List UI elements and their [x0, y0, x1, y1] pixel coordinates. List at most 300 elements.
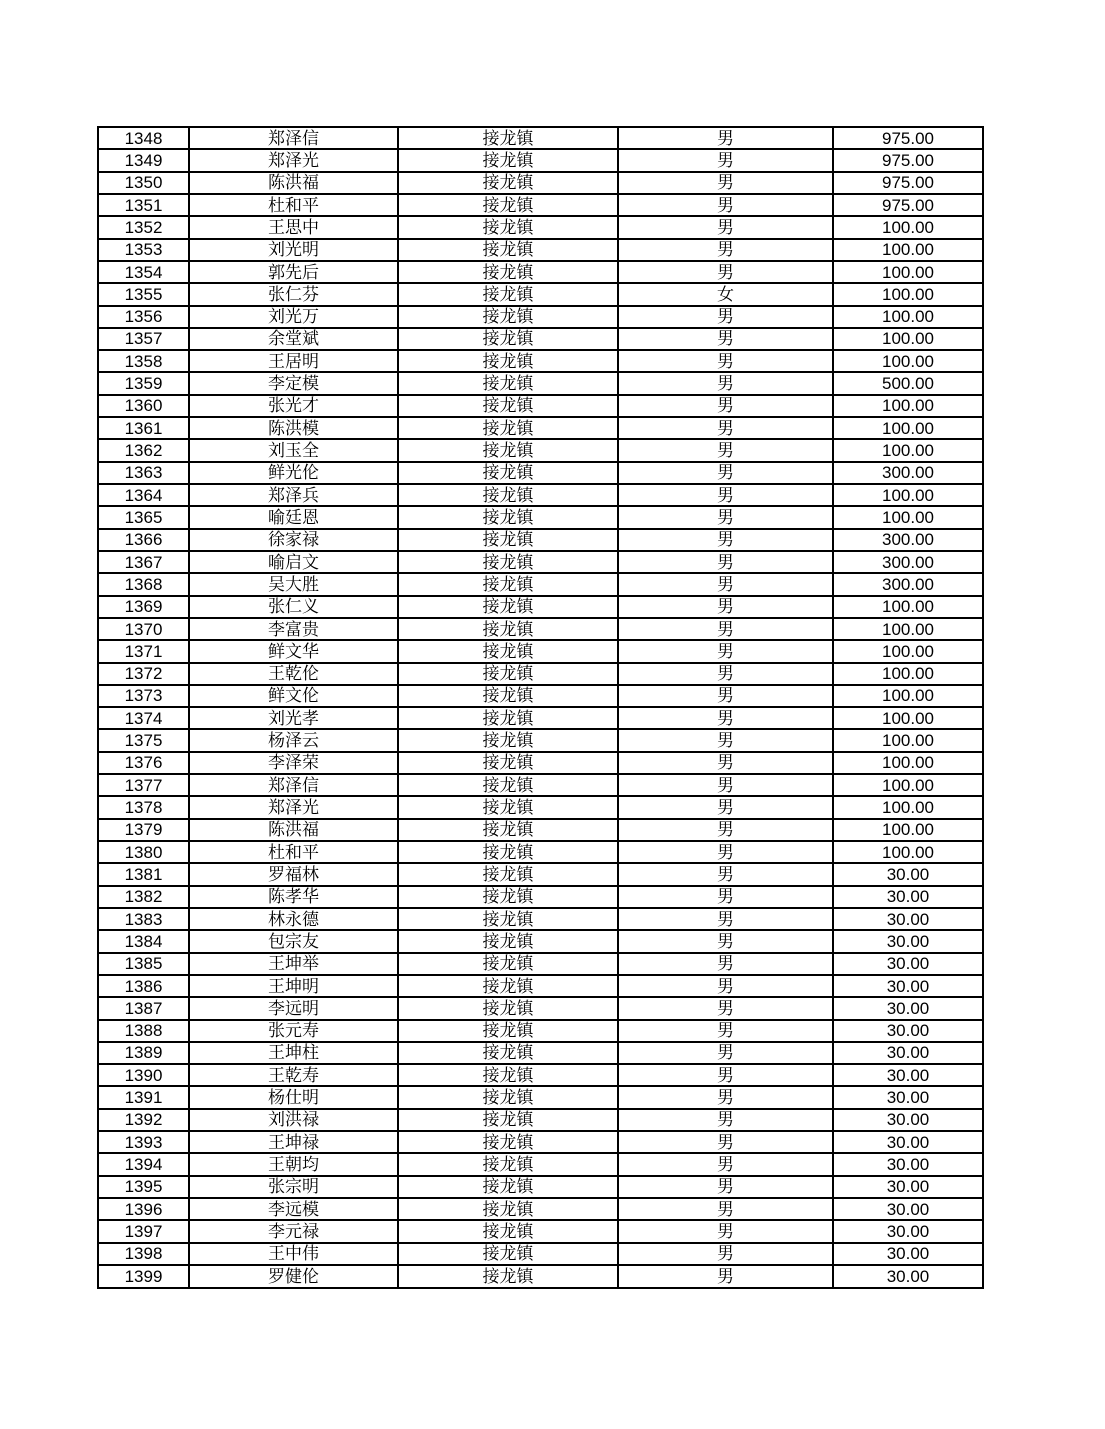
- cell-person-name: 王思中: [189, 216, 398, 238]
- cell-amount: 30.00: [833, 1109, 983, 1131]
- cell-gender: 男: [618, 1243, 833, 1265]
- cell-town: 接龙镇: [398, 953, 618, 975]
- cell-row-number: 1396: [98, 1198, 189, 1220]
- cell-amount: 100.00: [833, 685, 983, 707]
- table-row: [98, 194, 983, 216]
- cell-amount: 100.00: [833, 484, 983, 506]
- cell-row-number: 1368: [98, 573, 189, 595]
- cell-town: 接龙镇: [398, 395, 618, 417]
- cell-row-number: 1350: [98, 172, 189, 194]
- table-row: [98, 1086, 983, 1108]
- cell-gender: 男: [618, 1064, 833, 1086]
- table-row: [98, 149, 983, 171]
- cell-amount: 30.00: [833, 1086, 983, 1108]
- cell-amount: 30.00: [833, 1220, 983, 1242]
- cell-person-name: 林永德: [189, 908, 398, 930]
- cell-gender: 男: [618, 484, 833, 506]
- table-row: [98, 350, 983, 372]
- table-row: [98, 216, 983, 238]
- table-row: [98, 1220, 983, 1242]
- cell-person-name: 郑泽信: [189, 127, 398, 149]
- cell-row-number: 1354: [98, 261, 189, 283]
- cell-gender: 男: [618, 573, 833, 595]
- table-row: [98, 685, 983, 707]
- cell-town: 接龙镇: [398, 239, 618, 261]
- cell-gender: 男: [618, 529, 833, 551]
- cell-town: 接龙镇: [398, 551, 618, 573]
- table-row: [98, 261, 983, 283]
- cell-person-name: 刘光孝: [189, 707, 398, 729]
- cell-town: 接龙镇: [398, 439, 618, 461]
- cell-town: 接龙镇: [398, 886, 618, 908]
- cell-row-number: 1386: [98, 975, 189, 997]
- cell-row-number: 1358: [98, 350, 189, 372]
- cell-row-number: 1373: [98, 685, 189, 707]
- cell-gender: 男: [618, 127, 833, 149]
- table-row: [98, 306, 983, 328]
- cell-row-number: 1387: [98, 997, 189, 1019]
- cell-town: 接龙镇: [398, 1020, 618, 1042]
- cell-town: 接龙镇: [398, 261, 618, 283]
- cell-person-name: 杨仕明: [189, 1086, 398, 1108]
- table-row: [98, 841, 983, 863]
- cell-person-name: 王朝均: [189, 1153, 398, 1175]
- cell-amount: 975.00: [833, 127, 983, 149]
- cell-row-number: 1361: [98, 417, 189, 439]
- cell-person-name: 李定模: [189, 372, 398, 394]
- cell-amount: 975.00: [833, 172, 983, 194]
- cell-row-number: 1371: [98, 640, 189, 662]
- cell-town: 接龙镇: [398, 573, 618, 595]
- cell-amount: 30.00: [833, 975, 983, 997]
- table-row: [98, 551, 983, 573]
- cell-town: 接龙镇: [398, 216, 618, 238]
- cell-town: 接龙镇: [398, 908, 618, 930]
- table-row: [98, 417, 983, 439]
- cell-amount: 100.00: [833, 663, 983, 685]
- table-row: [98, 640, 983, 662]
- cell-row-number: 1362: [98, 439, 189, 461]
- cell-person-name: 李远明: [189, 997, 398, 1019]
- cell-row-number: 1372: [98, 663, 189, 685]
- table-row: [98, 863, 983, 885]
- cell-person-name: 喻廷恩: [189, 506, 398, 528]
- cell-gender: 男: [618, 819, 833, 841]
- cell-person-name: 郑泽兵: [189, 484, 398, 506]
- cell-person-name: 王乾寿: [189, 1064, 398, 1086]
- cell-person-name: 李元禄: [189, 1220, 398, 1242]
- cell-town: 接龙镇: [398, 1064, 618, 1086]
- cell-gender: 男: [618, 1020, 833, 1042]
- cell-gender: 男: [618, 172, 833, 194]
- cell-row-number: 1397: [98, 1220, 189, 1242]
- cell-row-number: 1379: [98, 819, 189, 841]
- cell-amount: 30.00: [833, 930, 983, 952]
- table-row: [98, 1020, 983, 1042]
- table-row: [98, 484, 983, 506]
- cell-row-number: 1367: [98, 551, 189, 573]
- cell-amount: 30.00: [833, 863, 983, 885]
- cell-row-number: 1355: [98, 283, 189, 305]
- table-row: [98, 1042, 983, 1064]
- cell-person-name: 刘洪禄: [189, 1109, 398, 1131]
- cell-gender: 男: [618, 350, 833, 372]
- roster-table-body: [98, 127, 983, 1288]
- cell-person-name: 鲜文伦: [189, 685, 398, 707]
- cell-person-name: 鲜文华: [189, 640, 398, 662]
- table-row: [98, 1198, 983, 1220]
- roster-table: [97, 126, 984, 1289]
- cell-row-number: 1374: [98, 707, 189, 729]
- cell-town: 接龙镇: [398, 975, 618, 997]
- cell-town: 接龙镇: [398, 930, 618, 952]
- cell-gender: 男: [618, 886, 833, 908]
- cell-town: 接龙镇: [398, 997, 618, 1019]
- cell-person-name: 李泽荣: [189, 752, 398, 774]
- table-row: [98, 172, 983, 194]
- cell-town: 接龙镇: [398, 1198, 618, 1220]
- cell-amount: 100.00: [833, 306, 983, 328]
- cell-gender: 男: [618, 1176, 833, 1198]
- cell-town: 接龙镇: [398, 484, 618, 506]
- table-row: [98, 1265, 983, 1288]
- cell-gender: 男: [618, 261, 833, 283]
- cell-row-number: 1375: [98, 729, 189, 751]
- cell-amount: 100.00: [833, 506, 983, 528]
- cell-amount: 100.00: [833, 239, 983, 261]
- cell-amount: 100.00: [833, 350, 983, 372]
- cell-person-name: 包宗友: [189, 930, 398, 952]
- cell-gender: 男: [618, 239, 833, 261]
- cell-town: 接龙镇: [398, 529, 618, 551]
- cell-row-number: 1383: [98, 908, 189, 930]
- table-row: [98, 819, 983, 841]
- cell-gender: 男: [618, 216, 833, 238]
- cell-town: 接龙镇: [398, 819, 618, 841]
- cell-amount: 100.00: [833, 707, 983, 729]
- cell-gender: 男: [618, 395, 833, 417]
- cell-gender: 男: [618, 1042, 833, 1064]
- cell-row-number: 1380: [98, 841, 189, 863]
- cell-row-number: 1388: [98, 1020, 189, 1042]
- cell-gender: 男: [618, 1153, 833, 1175]
- cell-town: 接龙镇: [398, 149, 618, 171]
- cell-person-name: 陈洪福: [189, 819, 398, 841]
- cell-gender: 男: [618, 1198, 833, 1220]
- table-row: [98, 975, 983, 997]
- table-row: [98, 796, 983, 818]
- table-row: [98, 1153, 983, 1175]
- cell-gender: 男: [618, 417, 833, 439]
- cell-amount: 30.00: [833, 1198, 983, 1220]
- table-row: [98, 663, 983, 685]
- cell-gender: 男: [618, 997, 833, 1019]
- cell-person-name: 杜和平: [189, 194, 398, 216]
- cell-person-name: 杨泽云: [189, 729, 398, 751]
- cell-gender: 男: [618, 372, 833, 394]
- cell-amount: 300.00: [833, 573, 983, 595]
- cell-town: 接龙镇: [398, 1086, 618, 1108]
- cell-row-number: 1360: [98, 395, 189, 417]
- cell-gender: 男: [618, 752, 833, 774]
- cell-amount: 500.00: [833, 372, 983, 394]
- cell-person-name: 郑泽光: [189, 796, 398, 818]
- cell-town: 接龙镇: [398, 1265, 618, 1288]
- cell-person-name: 王中伟: [189, 1243, 398, 1265]
- table-row: [98, 1109, 983, 1131]
- cell-gender: 男: [618, 618, 833, 640]
- table-row: [98, 372, 983, 394]
- table-row: [98, 1243, 983, 1265]
- cell-row-number: 1393: [98, 1131, 189, 1153]
- cell-person-name: 王坤举: [189, 953, 398, 975]
- cell-gender: 男: [618, 596, 833, 618]
- cell-town: 接龙镇: [398, 685, 618, 707]
- cell-gender: 男: [618, 149, 833, 171]
- cell-gender: 男: [618, 551, 833, 573]
- cell-person-name: 王坤禄: [189, 1131, 398, 1153]
- cell-row-number: 1352: [98, 216, 189, 238]
- cell-row-number: 1391: [98, 1086, 189, 1108]
- cell-person-name: 张仁义: [189, 596, 398, 618]
- cell-amount: 30.00: [833, 1064, 983, 1086]
- cell-person-name: 张元寿: [189, 1020, 398, 1042]
- cell-town: 接龙镇: [398, 774, 618, 796]
- cell-town: 接龙镇: [398, 1109, 618, 1131]
- cell-amount: 30.00: [833, 1153, 983, 1175]
- cell-amount: 100.00: [833, 841, 983, 863]
- cell-amount: 30.00: [833, 1042, 983, 1064]
- cell-town: 接龙镇: [398, 618, 618, 640]
- cell-person-name: 王坤明: [189, 975, 398, 997]
- cell-person-name: 罗健伦: [189, 1265, 398, 1288]
- cell-amount: 100.00: [833, 774, 983, 796]
- table-row: [98, 618, 983, 640]
- cell-person-name: 鲜光伦: [189, 462, 398, 484]
- cell-gender: 男: [618, 863, 833, 885]
- cell-row-number: 1398: [98, 1243, 189, 1265]
- cell-row-number: 1349: [98, 149, 189, 171]
- cell-amount: 100.00: [833, 417, 983, 439]
- cell-person-name: 郭先后: [189, 261, 398, 283]
- cell-gender: 男: [618, 439, 833, 461]
- cell-gender: 男: [618, 1220, 833, 1242]
- table-row: [98, 930, 983, 952]
- cell-gender: 男: [618, 908, 833, 930]
- cell-row-number: 1356: [98, 306, 189, 328]
- cell-person-name: 刘玉全: [189, 439, 398, 461]
- cell-town: 接龙镇: [398, 462, 618, 484]
- cell-gender: 男: [618, 796, 833, 818]
- cell-person-name: 刘光明: [189, 239, 398, 261]
- cell-row-number: 1377: [98, 774, 189, 796]
- cell-gender: 女: [618, 283, 833, 305]
- cell-town: 接龙镇: [398, 350, 618, 372]
- table-row: [98, 239, 983, 261]
- cell-gender: 男: [618, 640, 833, 662]
- cell-gender: 男: [618, 1265, 833, 1288]
- cell-amount: 100.00: [833, 283, 983, 305]
- cell-gender: 男: [618, 729, 833, 751]
- cell-amount: 30.00: [833, 1020, 983, 1042]
- cell-row-number: 1353: [98, 239, 189, 261]
- cell-gender: 男: [618, 328, 833, 350]
- cell-amount: 30.00: [833, 1265, 983, 1288]
- table-row: [98, 752, 983, 774]
- cell-town: 接龙镇: [398, 417, 618, 439]
- cell-person-name: 王乾伦: [189, 663, 398, 685]
- cell-amount: 100.00: [833, 819, 983, 841]
- cell-amount: 30.00: [833, 997, 983, 1019]
- cell-gender: 男: [618, 194, 833, 216]
- table-row: [98, 908, 983, 930]
- cell-person-name: 陈孝华: [189, 886, 398, 908]
- cell-row-number: 1364: [98, 484, 189, 506]
- cell-amount: 975.00: [833, 194, 983, 216]
- cell-person-name: 余堂斌: [189, 328, 398, 350]
- cell-town: 接龙镇: [398, 1243, 618, 1265]
- table-row: [98, 328, 983, 350]
- cell-row-number: 1390: [98, 1064, 189, 1086]
- cell-amount: 30.00: [833, 953, 983, 975]
- table-row: [98, 886, 983, 908]
- cell-town: 接龙镇: [398, 1220, 618, 1242]
- cell-gender: 男: [618, 953, 833, 975]
- cell-row-number: 1363: [98, 462, 189, 484]
- cell-row-number: 1376: [98, 752, 189, 774]
- cell-amount: 30.00: [833, 1176, 983, 1198]
- cell-amount: 30.00: [833, 1243, 983, 1265]
- cell-amount: 100.00: [833, 796, 983, 818]
- cell-row-number: 1392: [98, 1109, 189, 1131]
- cell-person-name: 杜和平: [189, 841, 398, 863]
- cell-amount: 300.00: [833, 551, 983, 573]
- cell-row-number: 1348: [98, 127, 189, 149]
- cell-person-name: 徐家禄: [189, 529, 398, 551]
- table-row: [98, 506, 983, 528]
- cell-town: 接龙镇: [398, 127, 618, 149]
- table-row: [98, 774, 983, 796]
- cell-row-number: 1394: [98, 1153, 189, 1175]
- cell-amount: 975.00: [833, 149, 983, 171]
- cell-town: 接龙镇: [398, 1153, 618, 1175]
- cell-town: 接龙镇: [398, 283, 618, 305]
- cell-gender: 男: [618, 930, 833, 952]
- cell-amount: 100.00: [833, 729, 983, 751]
- table-row: [98, 462, 983, 484]
- cell-row-number: 1359: [98, 372, 189, 394]
- cell-town: 接龙镇: [398, 640, 618, 662]
- cell-amount: 100.00: [833, 395, 983, 417]
- cell-town: 接龙镇: [398, 707, 618, 729]
- cell-row-number: 1395: [98, 1176, 189, 1198]
- cell-person-name: 李富贵: [189, 618, 398, 640]
- table-row: [98, 596, 983, 618]
- cell-row-number: 1378: [98, 796, 189, 818]
- cell-amount: 100.00: [833, 618, 983, 640]
- cell-amount: 100.00: [833, 439, 983, 461]
- cell-row-number: 1370: [98, 618, 189, 640]
- cell-town: 接龙镇: [398, 1176, 618, 1198]
- cell-amount: 100.00: [833, 596, 983, 618]
- table-row: [98, 729, 983, 751]
- cell-row-number: 1369: [98, 596, 189, 618]
- cell-person-name: 王坤柱: [189, 1042, 398, 1064]
- table-row: [98, 439, 983, 461]
- cell-amount: 100.00: [833, 216, 983, 238]
- cell-town: 接龙镇: [398, 172, 618, 194]
- table-row: [98, 1176, 983, 1198]
- cell-row-number: 1351: [98, 194, 189, 216]
- cell-amount: 30.00: [833, 886, 983, 908]
- cell-row-number: 1389: [98, 1042, 189, 1064]
- cell-person-name: 刘光万: [189, 306, 398, 328]
- cell-gender: 男: [618, 306, 833, 328]
- cell-town: 接龙镇: [398, 752, 618, 774]
- cell-amount: 100.00: [833, 640, 983, 662]
- table-row: [98, 283, 983, 305]
- table-row: [98, 997, 983, 1019]
- cell-town: 接龙镇: [398, 663, 618, 685]
- cell-person-name: 张光才: [189, 395, 398, 417]
- cell-amount: 100.00: [833, 752, 983, 774]
- cell-row-number: 1399: [98, 1265, 189, 1288]
- table-row: [98, 127, 983, 149]
- cell-town: 接龙镇: [398, 506, 618, 528]
- table-row: [98, 1131, 983, 1153]
- cell-town: 接龙镇: [398, 596, 618, 618]
- cell-person-name: 喻启文: [189, 551, 398, 573]
- cell-row-number: 1365: [98, 506, 189, 528]
- cell-gender: 男: [618, 975, 833, 997]
- cell-town: 接龙镇: [398, 1042, 618, 1064]
- cell-town: 接龙镇: [398, 729, 618, 751]
- cell-gender: 男: [618, 685, 833, 707]
- cell-person-name: 张宗明: [189, 1176, 398, 1198]
- cell-row-number: 1382: [98, 886, 189, 908]
- cell-person-name: 张仁芬: [189, 283, 398, 305]
- cell-gender: 男: [618, 506, 833, 528]
- table-row: [98, 573, 983, 595]
- cell-gender: 男: [618, 663, 833, 685]
- table-row: [98, 529, 983, 551]
- cell-amount: 30.00: [833, 1131, 983, 1153]
- cell-person-name: 陈洪福: [189, 172, 398, 194]
- cell-town: 接龙镇: [398, 841, 618, 863]
- cell-amount: 100.00: [833, 261, 983, 283]
- cell-gender: 男: [618, 1109, 833, 1131]
- cell-row-number: 1366: [98, 529, 189, 551]
- cell-gender: 男: [618, 462, 833, 484]
- cell-gender: 男: [618, 1086, 833, 1108]
- cell-amount: 100.00: [833, 328, 983, 350]
- table-row: [98, 953, 983, 975]
- cell-person-name: 李远模: [189, 1198, 398, 1220]
- cell-amount: 300.00: [833, 529, 983, 551]
- table-row: [98, 1064, 983, 1086]
- cell-person-name: 罗福林: [189, 863, 398, 885]
- cell-amount: 30.00: [833, 908, 983, 930]
- cell-row-number: 1385: [98, 953, 189, 975]
- cell-row-number: 1381: [98, 863, 189, 885]
- cell-person-name: 吴大胜: [189, 573, 398, 595]
- cell-town: 接龙镇: [398, 1131, 618, 1153]
- table-row: [98, 395, 983, 417]
- cell-person-name: 郑泽信: [189, 774, 398, 796]
- cell-gender: 男: [618, 774, 833, 796]
- cell-amount: 300.00: [833, 462, 983, 484]
- cell-town: 接龙镇: [398, 328, 618, 350]
